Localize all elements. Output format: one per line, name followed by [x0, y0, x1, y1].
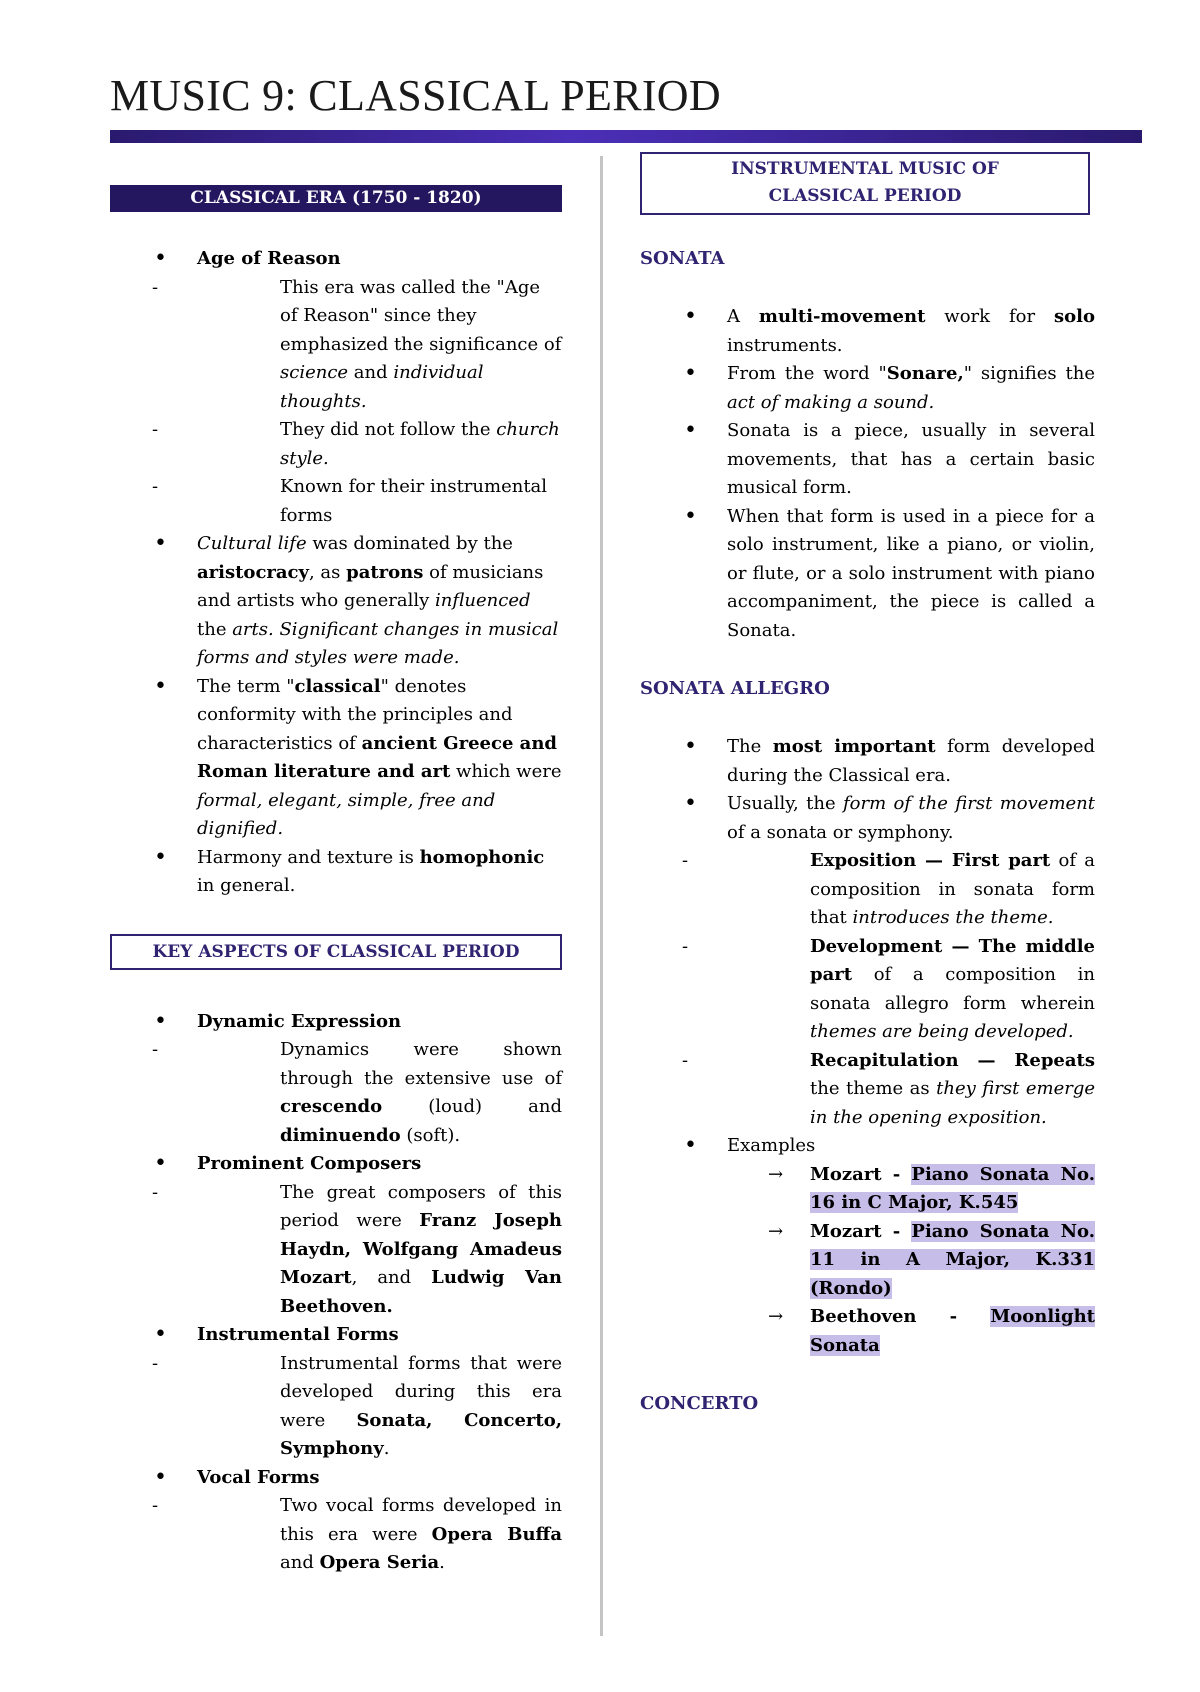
allegro-item-examples: • Examples → Mozart - Piano Sonata No. 16 in C Major, K.545 → Mozart - Piano Sonata No. 11 in A Major, K.331 (Rondo) → Beethoven - Moonlight Sonata	[640, 1132, 1095, 1360]
concerto-heading: CONCERTO	[640, 1393, 759, 1414]
right-column	[640, 152, 1095, 1418]
example-mozart-k545: → Mozart - Piano Sonata No. 16 in C Major, K.545	[640, 1161, 1095, 1218]
sub-item-exposition: - Exposition — First part of a composition in sonata form that introduces the theme.	[640, 847, 1095, 933]
sub-item-dynamics: - Dynamics were shown through the extensive use of crescendo (loud) and diminuendo (soft).	[110, 1036, 562, 1150]
allegro-item-first-movement: • Usually, the form of the first movement of a sonata or symphony. - Exposition — First part of a composition in sonata form that introduces the theme. - Development — The middle part of a composition in sonata allegro form wherein themes are being developed. - Recapitulation — Repeats the theme as they first emerge in the opening exposition.	[640, 790, 1095, 1132]
key-aspects-list	[110, 1008, 562, 1578]
age-of-reason-sublist	[110, 274, 562, 531]
list-item-dynamic-expression: • Dynamic Expression - Dynamics were shown through the extensive use of crescendo (loud) and diminuendo (soft).	[110, 1008, 562, 1151]
sub-item-development: - Development — The middle part of a composition in sonata allegro form wherein themes are being developed.	[640, 933, 1095, 1047]
example-mozart-k331: → Mozart - Piano Sonata No. 11 in A Major, K.331 (Rondo)	[640, 1218, 1095, 1304]
title-underline-bar	[110, 130, 1142, 143]
sub-item-composers: - The great composers of this period were Franz Joseph Haydn, Wolfgang Amadeus Mozart, and Ludwig Van Beethoven.	[110, 1179, 562, 1322]
example-beethoven-moonlight: → Beethoven - Moonlight Sonata	[640, 1303, 1095, 1360]
arrow-icon: →	[768, 1306, 784, 1327]
sub-item-instrumental: - Instrumental forms that were developed during this era were Sonata, Concerto, Symphony.	[110, 1350, 562, 1464]
sonata-item-piece: • Sonata is a piece, usually in several movements, that has a certain basic musical form.	[640, 417, 1095, 503]
page-title: MUSIC 9: CLASSICAL PERIOD	[110, 71, 721, 120]
sub-item-church-style: - They did not follow the church style.	[110, 416, 562, 473]
sub-item-age-of-reason-meaning: - This era was called the "Age of Reason" since they emphasized the significance of science and individual thoughts.	[110, 274, 562, 417]
sub-item-recapitulation: - Recapitulation — Repeats the theme as they first emerge in the opening exposition.	[640, 1047, 1095, 1133]
sonata-allegro-list	[640, 733, 1095, 1360]
list-item-harmony: • Harmony and texture is homophonic in general.	[110, 844, 562, 901]
list-item-instrumental-forms: • Instrumental Forms - Instrumental forms that were developed during this era were Sonata, Concerto, Symphony.	[110, 1321, 562, 1464]
sonata-heading: SONATA	[640, 248, 725, 269]
column-divider	[600, 156, 603, 1636]
left-column	[110, 152, 562, 1578]
classical-era-list	[110, 245, 562, 901]
sonata-item-multi-movement: • A multi-movement work for solo instruments.	[640, 303, 1095, 360]
list-item-vocal-forms: • Vocal Forms - Two vocal forms developed in this era were Opera Buffa and Opera Seria.	[110, 1464, 562, 1578]
list-item-cultural-life: • Cultural life was dominated by the aristocracy, as patrons of musicians and artists who generally influenced the arts. Significant changes in musical forms and styles were made.	[110, 530, 562, 673]
sonata-allegro-heading: SONATA ALLEGRO	[640, 678, 830, 699]
key-aspects-box: KEY ASPECTS OF CLASSICAL PERIOD	[110, 934, 562, 970]
sonata-item-sonare: • From the word "Sonare," signifies the act of making a sound.	[640, 360, 1095, 417]
list-item-age-of-reason	[110, 245, 562, 530]
sonata-list	[640, 303, 1095, 645]
arrow-icon: →	[768, 1220, 784, 1242]
sub-item-vocal: - Two vocal forms developed in this era were Opera Buffa and Opera Seria.	[110, 1492, 562, 1578]
allegro-item-most-important: • The most important form developed during the Classical era.	[640, 733, 1095, 790]
classical-era-band: CLASSICAL ERA (1750 - 1820)	[110, 185, 562, 212]
sub-item-instrumental-forms: - Known for their instrumental forms	[110, 473, 562, 530]
list-item-classical-term: • The term "classical" denotes conformity with the principles and characteristics of ancient Greece and Roman literature and art which were formal, elegant, simple, free and dignified.	[110, 673, 562, 844]
sonata-item-form: • When that form is used in a piece for a solo instrument, like a piano, or violin, or flute, or a solo instrument with piano accompaniment, the piece is called a Sonata.	[640, 503, 1095, 646]
age-of-reason-label: Age of Reason	[197, 248, 341, 269]
list-item-prominent-composers: • Prominent Composers - The great composers of this period were Franz Joseph Haydn, Wolfgang Amadeus Mozart, and Ludwig Van Beethoven.	[110, 1150, 562, 1321]
arrow-icon: →	[768, 1163, 784, 1185]
instrumental-music-box: INSTRUMENTAL MUSIC OF CLASSICAL PERIOD	[640, 152, 1090, 215]
